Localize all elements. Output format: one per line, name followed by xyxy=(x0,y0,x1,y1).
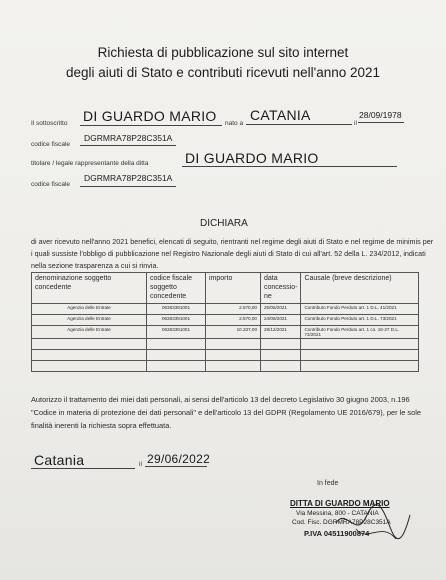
stamp-line-1: DITTA DI GUARDO MARIO xyxy=(290,499,390,508)
dichiara-heading: DICHIARA xyxy=(200,218,248,229)
title-line-1: Richiesta di pubblicazione sul sito internet xyxy=(97,45,349,60)
cf-underline-1 xyxy=(80,145,176,146)
table-row xyxy=(32,361,419,372)
cell-empty xyxy=(147,339,206,350)
cell-empty xyxy=(32,361,147,372)
cf-label-2: codice fiscale xyxy=(31,181,71,188)
date-label: il xyxy=(139,461,142,468)
table-row xyxy=(32,339,419,350)
stamp-line-2: Via Messina, 800 - CATANIA xyxy=(296,510,379,517)
cf-label-1: codice fiscale xyxy=(31,141,71,148)
cell-causale: Contributo Fondo Perduto art. 1 D.L. 73/2021 xyxy=(301,315,419,326)
header-denominazione: denominazione soggetto concedente xyxy=(32,273,147,304)
in-fede-label: In fede xyxy=(317,480,339,487)
cell-empty xyxy=(32,350,147,361)
cell-empty xyxy=(261,361,301,372)
company-stamp xyxy=(286,499,426,549)
signature-scribble xyxy=(286,499,426,549)
header-codice-fiscale: codice fiscale soggetto concedente xyxy=(147,273,206,304)
cell-importo: 10.337,00 xyxy=(206,326,261,339)
nato-label: nato a xyxy=(225,120,244,127)
birthdate-underline xyxy=(358,122,404,123)
cell-data: 28/12/2021 xyxy=(261,326,301,339)
stamp-line-3: Cod. Fisc. DGRMRA78P28C351A xyxy=(292,519,391,526)
cell-empty xyxy=(206,339,261,350)
ditta-value: DI GUARDO MARIO xyxy=(185,150,319,166)
cell-empty xyxy=(261,350,301,361)
date-value: 29/06/2022 xyxy=(147,452,211,466)
name-underline xyxy=(80,125,222,126)
cell-denominazione: Agenzia delle Entrate xyxy=(32,315,147,326)
sottoscritto-label: Il sottoscritto xyxy=(31,120,68,127)
table-header-row xyxy=(32,273,419,304)
titolare-label: titolare / legale rappresentante della ditta xyxy=(31,160,149,167)
place-underline xyxy=(31,468,135,469)
cell-empty xyxy=(206,350,261,361)
declaration-paragraph: di aver ricevuto nell'anno 2021 benefici, elencati di seguito, rientranti nel regime degli aiuti di Stato e nel regime de minimis per i quali sussiste l'obbligo di pubblicazione nel Registro Nazionale degli aiuti di Stato di cui all'art. 52 della L. 234/2012, indicati nella sezione trasparenza a cui si rinvia. xyxy=(31,237,434,270)
stamp-line-4: P.IVA 04511900874 xyxy=(304,529,370,538)
birthplace-underline xyxy=(246,124,352,125)
cell-empty xyxy=(147,350,206,361)
table-row xyxy=(32,315,419,326)
cell-data: 24/06/2021 xyxy=(261,315,301,326)
name-value: DI GUARDO MARIO xyxy=(83,108,217,124)
cell-denominazione: Agenzia delle Entrate xyxy=(32,304,147,315)
cell-codice-fiscale: 06363391001 xyxy=(147,315,206,326)
header-importo: importo xyxy=(206,273,261,304)
place-value: Catania xyxy=(34,452,85,468)
birthdate-value: 28/09/1978 xyxy=(359,110,402,120)
cell-empty xyxy=(301,339,419,350)
birthplace-value: CATANIA xyxy=(250,107,311,123)
cell-denominazione: Agenzia delle Entrate xyxy=(32,326,147,339)
cell-empty xyxy=(301,350,419,361)
cell-empty xyxy=(206,361,261,372)
table-row xyxy=(32,326,419,339)
cell-empty xyxy=(147,361,206,372)
header-data: data concessio-ne xyxy=(261,273,301,304)
cell-empty xyxy=(32,339,147,350)
cf-underline-2 xyxy=(80,186,176,187)
date-underline xyxy=(145,466,207,467)
cell-importo: 2.570,00 xyxy=(206,315,261,326)
cf-value-2: DGRMRA78P28C351A xyxy=(84,173,173,183)
il-label: il xyxy=(354,120,357,127)
aid-table xyxy=(31,272,419,372)
header-causale: Causale (breve descrizione) xyxy=(301,273,419,304)
title-line-2: degli aiuti di Stato e contributi ricevuti nell'anno 2021 xyxy=(65,65,381,80)
cell-empty xyxy=(261,339,301,350)
cell-data: 25/05/2021 xyxy=(261,304,301,315)
cell-importo: 2.570,00 xyxy=(206,304,261,315)
table-row xyxy=(32,350,419,361)
privacy-paragraph: Autorizzo il trattamento dei miei dati personali, ai sensi dell'articolo 13 del decreto Legislativo 30 giugno 2003, n.196 "Codice in materia di protezione dei dati personali" e dell'articolo 13 del GDPR (Regolamento UE 2016/679), per le sole finalità inerenti la richiesta sopra effettuata. xyxy=(31,395,421,430)
cell-empty xyxy=(301,361,419,372)
cf-value-1: DGRMRA78P28C351A xyxy=(84,133,173,143)
ditta-underline xyxy=(182,166,397,167)
table-row xyxy=(32,304,419,315)
cell-causale: Contributo Fondo Perduto art. 1 co. 16-27 D.L. 73/2021 xyxy=(301,326,419,339)
cell-codice-fiscale: 06363391001 xyxy=(147,326,206,339)
cell-codice-fiscale: 06363391001 xyxy=(147,304,206,315)
cell-causale: Contributo Fondo Perduto art. 1 D.L. 41/2021 xyxy=(301,304,419,315)
